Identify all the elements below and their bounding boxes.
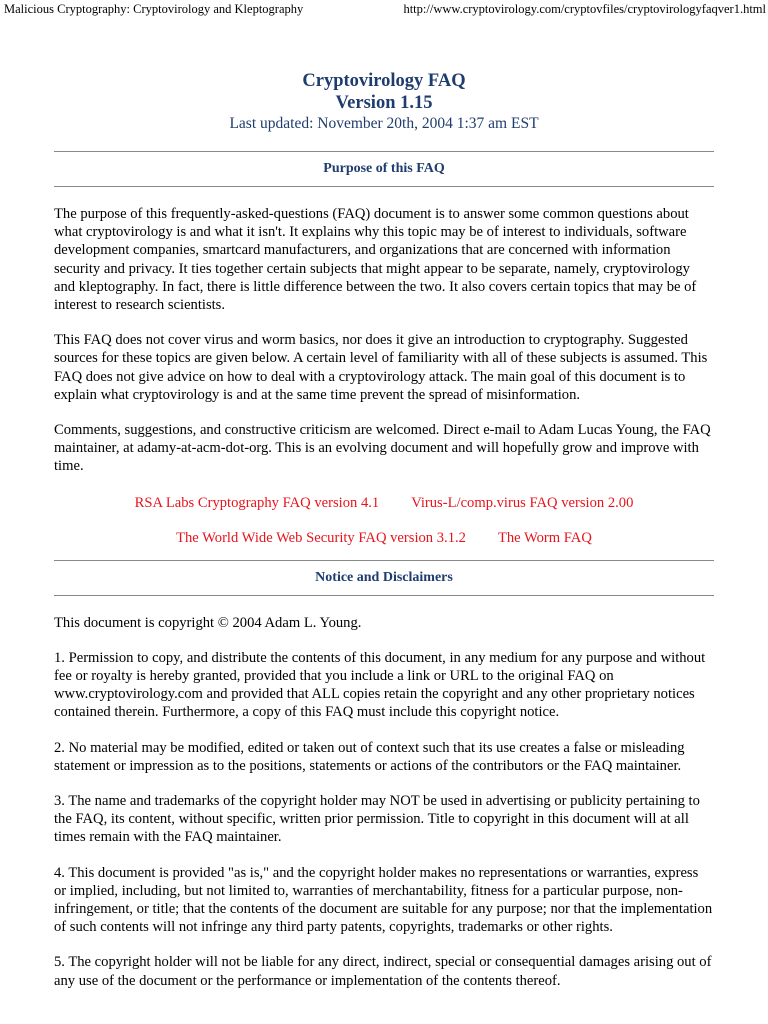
links-row-2	[54, 529, 714, 547]
last-updated: Last updated: November 20th, 2004 1:37 am EST	[229, 115, 539, 132]
paragraph: Comments, suggestions, and constructive criticism are welcomed. Direct e-mail to Adam Lucas Young, the FAQ maintainer, at adamy-at-acm-dot-org. This is an evolving document and will hopefully grow and improve with time.	[54, 422, 711, 475]
print-header-url: http://www.cryptovirology.com/cryptovfiles/cryptovirologyfaqver1.html	[403, 2, 766, 16]
print-header	[0, 0, 768, 20]
links-row-1	[54, 494, 714, 512]
document-body	[54, 70, 714, 990]
link-virus-l-faq[interactable]: Virus-L/comp.virus FAQ version 2.00	[411, 494, 634, 511]
paragraph: This document is copyright © 2004 Adam L. Young.	[54, 614, 362, 631]
print-header-title: Malicious Cryptography: Cryptovirology and Kleptography	[4, 2, 304, 16]
version-label: Version 1.15	[335, 93, 433, 113]
link-rsa-labs-faq[interactable]: RSA Labs Cryptography FAQ version 4.1	[134, 494, 380, 511]
paragraph: 4. This document is provided "as is," and the copyright holder makes no representations or warranties, express or implied, including, but not limited to, warranties of merchantability, fitness for a particular purpose, non-infringement, or title; that the contents of the document are suitable for any purpose; nor that the implementation of such contents will not infringe any third party patents, copyrights, trademarks or other rights.	[54, 864, 713, 936]
paragraph: This FAQ does not cover virus and worm basics, nor does it give an introduction to cryptography. Suggested sources for these topics are given below. A certain level of familiarity with all of these subjects is assumed. This FAQ does not give advice on how to deal with a cryptovirology attack. The main goal of this document is to explain what cryptovirology is and at the same time prevent the spread of misinformation.	[54, 332, 708, 403]
paragraph: 2. No material may be modified, edited or taken out of context such that its use creates a false or misleading statement or impression as to the positions, statements or actions of the contributors or the FAQ maintainer.	[54, 739, 685, 774]
page-title: Cryptovirology FAQ	[302, 71, 466, 91]
link-www-security-faq[interactable]: The World Wide Web Security FAQ version 3.1.2	[176, 529, 466, 546]
section-heading-purpose: Purpose of this FAQ	[54, 151, 714, 187]
paragraph: 1. Permission to copy, and distribute the contents of this document, in any medium for any purpose and without fee or royalty is hereby granted, provided that you include a link or URL to the original FAQ on www.cryptovirology.com and provided that ALL copies retain the copyright and any other proprietary notices contained therein. Furthermore, a copy of this FAQ must include this copyright notice.	[54, 649, 706, 721]
title-block	[54, 70, 714, 134]
paragraph: 5. The copyright holder will not be liable for any direct, indirect, special or consequential damages arising out of any use of the document or the performance or implementation of the contents thereof.	[54, 954, 712, 989]
paragraph: The purpose of this frequently-asked-questions (FAQ) document is to answer some common questions about what cryptovirology is and what it isn't. It explains why this topic may be of interest to individuals, software development companies, smartcard manufacturers, and organizations that are concerned with information security and privacy. It ties together certain subjects that might appear to be separate, namely, cryptovirology and kleptography. In fact, there is little difference between the two. It also covers certain topics that may be of interest to research scientists.	[54, 206, 697, 314]
section-heading-notice: Notice and Disclaimers	[54, 560, 714, 596]
link-worm-faq[interactable]: The Worm FAQ	[497, 529, 592, 546]
paragraph: 3. The name and trademarks of the copyright holder may NOT be used in advertising or publicity pertaining to the FAQ, its content, without specific, written prior permission. Title to copyright in this document will at all times remain with the FAQ maintainer.	[54, 793, 700, 846]
